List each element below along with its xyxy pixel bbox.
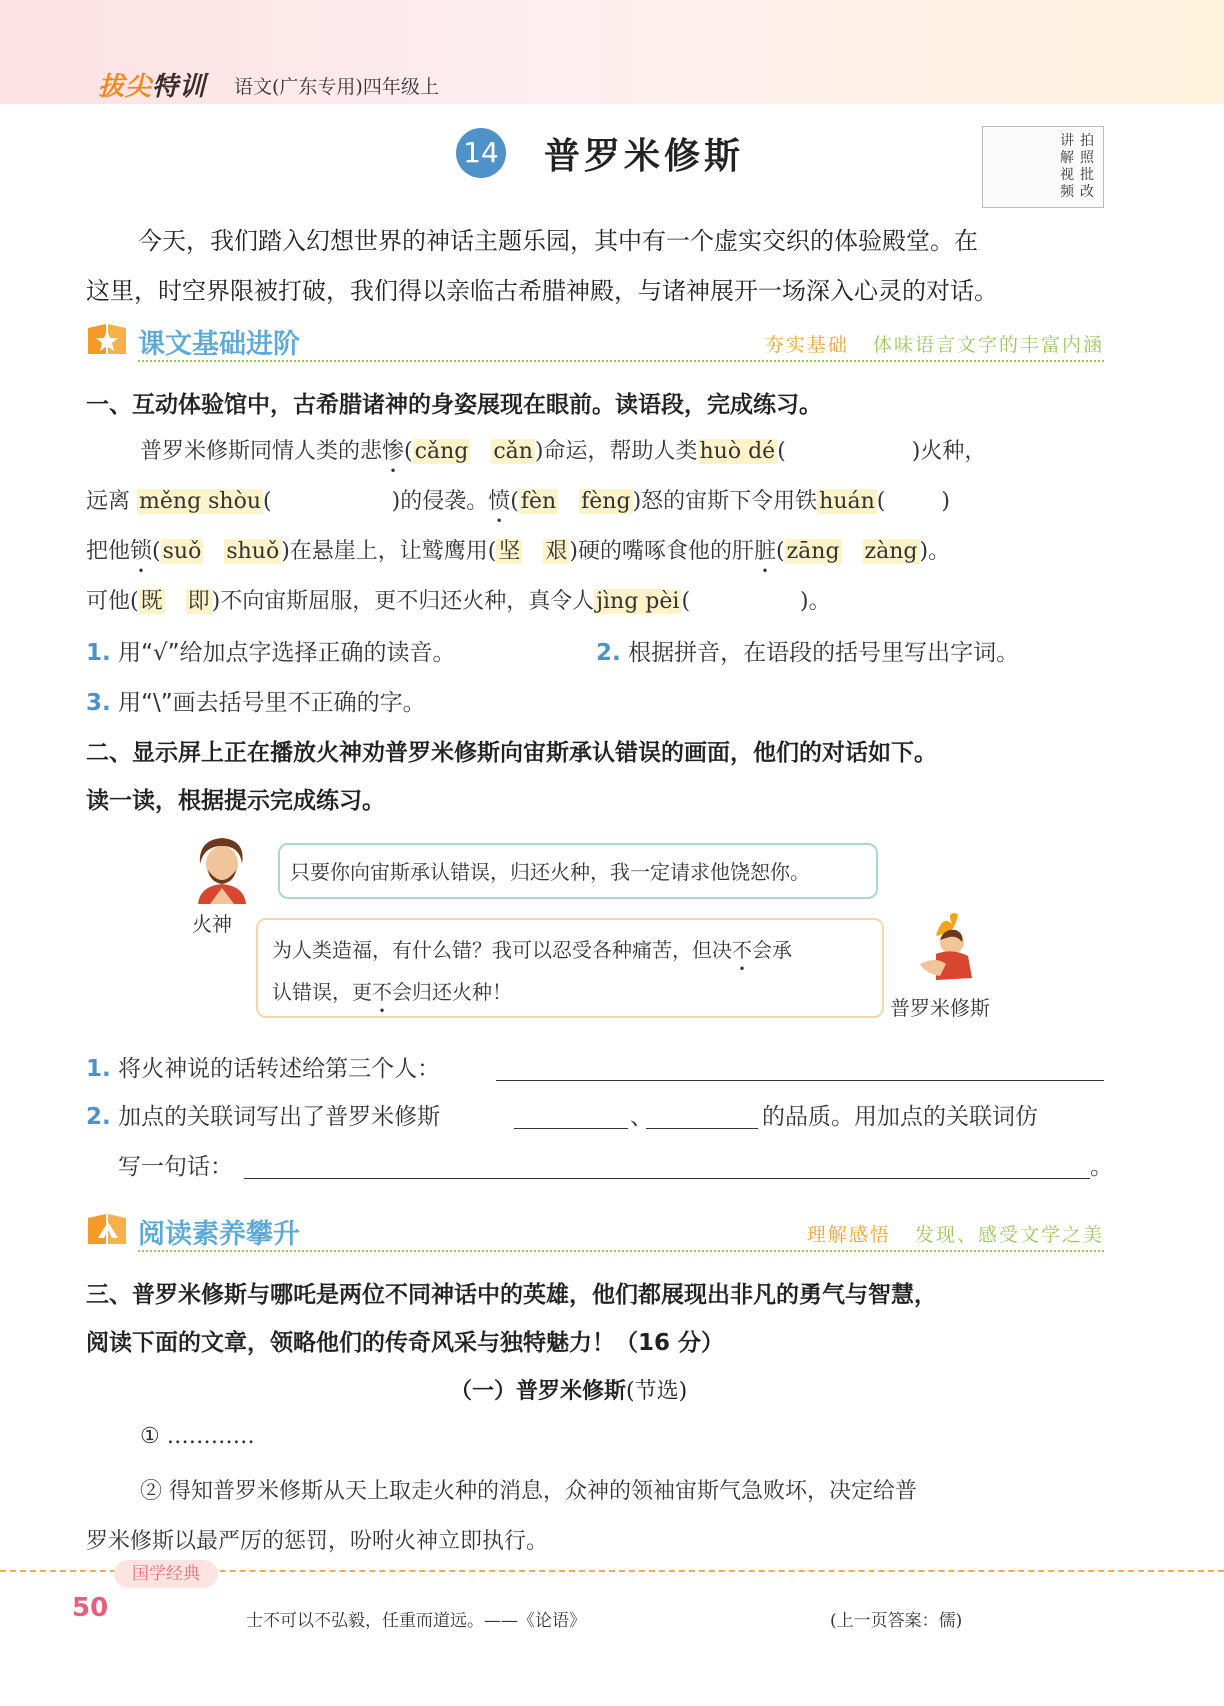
answer-line[interactable]	[646, 1128, 758, 1129]
question-1-title: 一、互动体验馆中，古希腊诸神的身姿展现在眼前。读语段，完成练习。	[86, 392, 822, 418]
char-option[interactable]: 坚	[498, 539, 521, 564]
pinyin-option[interactable]: fèng	[581, 489, 631, 514]
question-3-title-line-1: 三、普罗米修斯与哪吒是两位不同神话中的英雄，他们都展现出非凡的勇气与智慧，	[86, 1282, 937, 1308]
q2-task-2-cont: 的品质。用加点的关联词仿	[762, 1104, 1038, 1130]
speaker-prometheus-label: 普罗米修斯	[890, 996, 990, 1020]
prometheus-avatar-icon	[906, 910, 990, 984]
char-option[interactable]: 即	[187, 589, 210, 614]
footer-quote: 士不可以不弘毅，任重而道远。——《论语》	[246, 1611, 586, 1631]
q1-line-1: 普罗米修斯同情人类的悲惨(cǎng cǎn)命运，帮助人类huò dé( )火种，	[140, 439, 987, 464]
q1-task-3: 3. 用“\”画去括号里不正确的字。	[86, 690, 426, 716]
q2-task-2-sep: 、	[630, 1104, 653, 1130]
q2-task-2-write: 写一句话：	[118, 1154, 233, 1180]
answer-line[interactable]	[514, 1128, 628, 1129]
pinyin-option[interactable]: cǎn	[493, 439, 533, 464]
page-number: 50	[72, 1593, 109, 1623]
section-divider	[138, 360, 1104, 362]
intro-paragraph: 今天，我们踏入幻想世界的神话主题乐园，其中有一个虚实交织的体验殿堂。在 这里，时空界限被打破，我们得以亲临古希腊神殿，与诸神展开一场深入心灵的对话。	[86, 227, 998, 305]
section-divider	[138, 1250, 1104, 1252]
pinyin-option[interactable]: zāng	[786, 539, 840, 564]
qr-label-video: 讲解视频	[1060, 133, 1074, 200]
section-tags-reading: 理解感悟 发现、感受文学之美	[806, 1224, 1104, 1246]
question-2-title-line-2: 读一读，根据提示完成练习。	[86, 788, 385, 814]
fire-god-line: 只要你向宙斯承认错误，归还火种，我一定请求他饶恕你。	[290, 860, 810, 884]
pinyin-option[interactable]: suǒ	[162, 539, 202, 564]
answer-line[interactable]	[244, 1178, 1090, 1179]
lesson-number-badge: 14	[456, 128, 506, 178]
qr-code-box[interactable]	[982, 126, 1104, 208]
lesson-title: 普罗米修斯	[544, 136, 745, 177]
q2-task-2: 2. 加点的关联词写出了普罗米修斯	[86, 1104, 441, 1130]
question-3-title-line-2: 阅读下面的文章，领略他们的传奇风采与独特魅力！（16 分）	[86, 1330, 725, 1356]
char-option[interactable]: 既	[140, 589, 163, 614]
passage-title: （一）普罗米修斯(节选)	[450, 1379, 688, 1404]
pinyin-option[interactable]: cǎng	[414, 439, 469, 464]
fire-god-avatar-icon	[190, 834, 254, 904]
section-tags-basics: 夯实基础 体味语言文字的丰富内涵	[764, 334, 1104, 356]
pinyin-option[interactable]: shuǒ	[226, 539, 280, 564]
dotted-conjunction: 决不会	[712, 938, 772, 962]
book-arrow-icon	[86, 1212, 128, 1246]
q1-task-1: 1. 用“√”给加点字选择正确的读音。	[86, 640, 456, 666]
answer-line[interactable]	[496, 1080, 1104, 1081]
passage-paragraph-1: ① …………	[140, 1424, 255, 1449]
q1-task-2: 2. 根据拼音，在语段的括号里写出字词。	[596, 640, 1020, 666]
prometheus-line-1: 为人类造福，有什么错？我可以忍受各种痛苦，但决不会承	[272, 938, 792, 962]
section-title-basics: 课文基础进阶	[138, 329, 300, 360]
q2-task-1: 1. 将火神说的话转述给第三个人：	[86, 1056, 441, 1082]
footer-badge: 国学经典	[114, 1560, 218, 1588]
subject-label: 语文(广东专用)四年级上	[234, 76, 439, 98]
q2-task-2-end: 。	[1090, 1154, 1113, 1180]
prometheus-line-2: 认错误，更不会归还火种！	[272, 980, 512, 1004]
speaker-fire-god-label: 火神	[192, 912, 232, 936]
q1-line-4: 可他(既 即)不向宙斯屈服，更不归还火种，真令人jìng pèi( )。	[86, 589, 831, 614]
star-book-icon	[86, 322, 128, 356]
qr-label-photo: 拍照批改	[1080, 133, 1094, 200]
previous-page-answer: (上一页答案：儒)	[830, 1611, 963, 1631]
dotted-conjunction: 更不会	[352, 980, 412, 1004]
section-title-reading: 阅读素养攀升	[138, 1219, 300, 1250]
pinyin-option[interactable]: zàng	[864, 539, 918, 564]
brand-logo: 拔尖特训	[98, 72, 207, 102]
question-2-title-line-1: 二、显示屏上正在播放火神劝普罗米修斯向宙斯承认错误的画面，他们的对话如下。	[86, 740, 937, 766]
passage-paragraph-2-line-2: 罗米修斯以最严厉的惩罚，吩咐火神立即执行。	[86, 1529, 549, 1554]
passage-paragraph-2-line-1: ② 得知普罗米修斯从天上取走火种的消息，众神的领袖宙斯气急败坏，决定给普	[140, 1479, 917, 1504]
q1-line-2: 远离 měng shòu( )的侵袭。愤(fèn fèng)怒的宙斯下令用铁huán( )	[86, 489, 950, 514]
char-option[interactable]: 艰	[545, 539, 568, 564]
pinyin-option[interactable]: fèn	[520, 489, 557, 514]
q1-line-3: 把他锁(suǒ shuǒ)在悬崖上，让鹫鹰用(坚 艰)硬的嘴啄食他的肝脏(zāng zàng)。	[86, 539, 951, 564]
